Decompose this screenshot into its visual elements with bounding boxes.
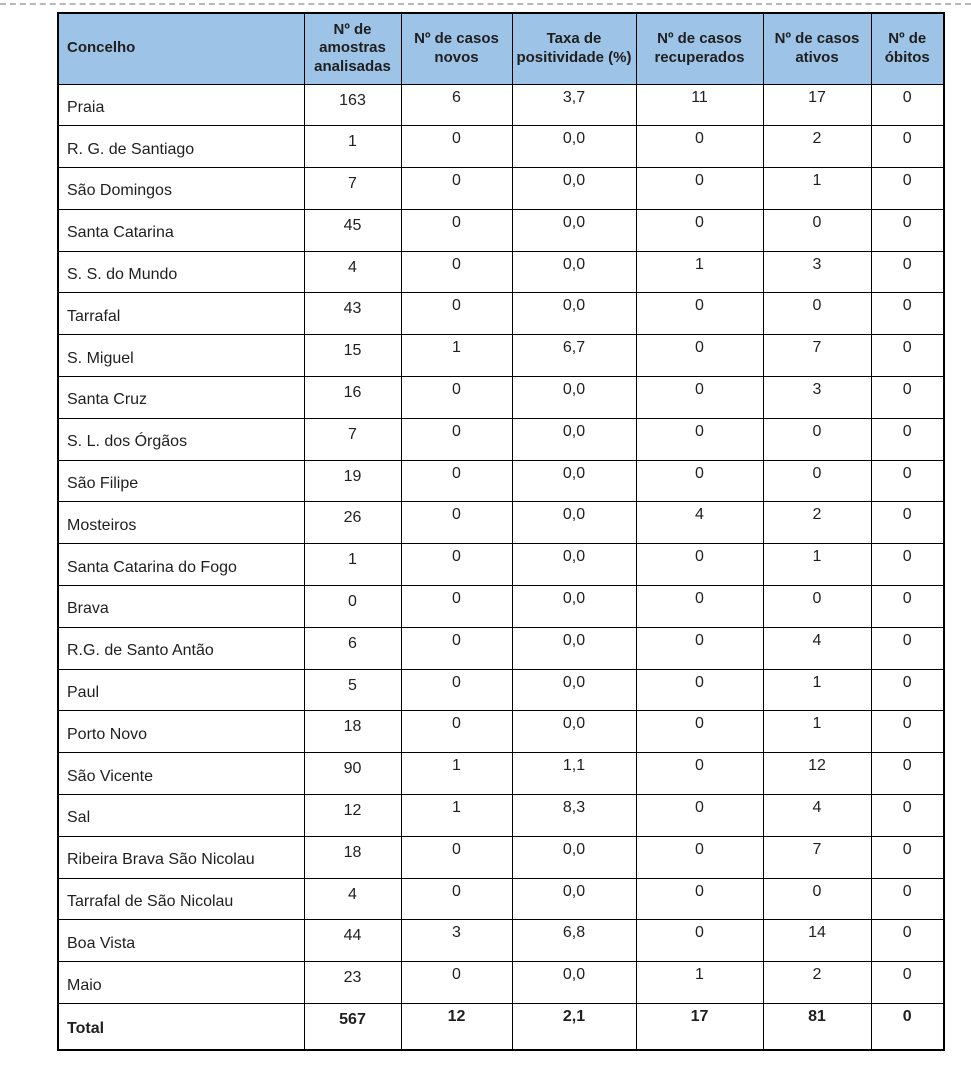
cell-casos-ativos: 0 — [763, 586, 871, 628]
cell-taxa-positividade: 1,1 — [512, 753, 636, 795]
table-row — [58, 586, 944, 628]
cell-amostras-analisadas: 6 — [304, 627, 401, 669]
cell-concelho: S. Miguel — [58, 335, 304, 377]
cell-casos-recuperados: 0 — [636, 669, 763, 711]
cell-amostras-analisadas: 16 — [304, 377, 401, 419]
table-row — [58, 544, 944, 586]
cell-casos-ativos: 12 — [763, 753, 871, 795]
cell-casos-recuperados: 0 — [636, 209, 763, 251]
cell-casos-recuperados: 1 — [636, 962, 763, 1004]
column-header-concelho: Concelho — [58, 13, 304, 84]
cell-casos-novos: 0 — [401, 586, 512, 628]
cell-casos-ativos: 14 — [763, 920, 871, 962]
cell-taxa-positividade: 0,0 — [512, 418, 636, 460]
table-row — [58, 878, 944, 920]
column-header-obitos: Nº de óbitos — [871, 13, 944, 84]
cell-obitos: 0 — [871, 920, 944, 962]
cell-taxa-positividade: 0,0 — [512, 544, 636, 586]
cell-obitos: 0 — [871, 711, 944, 753]
cell-casos-ativos: 3 — [763, 377, 871, 419]
cell-casos-novos: 0 — [401, 126, 512, 168]
cell-taxa-positividade: 8,3 — [512, 795, 636, 837]
cell-concelho: Sal — [58, 795, 304, 837]
cell-casos-recuperados: 0 — [636, 460, 763, 502]
cell-obitos: 0 — [871, 586, 944, 628]
table-row — [58, 209, 944, 251]
cell-obitos: 0 — [871, 544, 944, 586]
cell-amostras-analisadas: 18 — [304, 711, 401, 753]
cell-taxa-positividade: 0,0 — [512, 209, 636, 251]
cell-obitos: 0 — [871, 418, 944, 460]
cell-concelho: Porto Novo — [58, 711, 304, 753]
cell-obitos: 0 — [871, 84, 944, 126]
cell-casos-recuperados: 0 — [636, 878, 763, 920]
cell-taxa-positividade: 0,0 — [512, 168, 636, 210]
cell-taxa-positividade: 0,0 — [512, 293, 636, 335]
cell-amostras-analisadas: 7 — [304, 168, 401, 210]
cell-casos-recuperados: 0 — [636, 795, 763, 837]
cell-casos-novos: 0 — [401, 460, 512, 502]
column-header-amostras-analisadas: Nº de amostras analisadas — [304, 13, 401, 84]
cell-obitos: 0 — [871, 669, 944, 711]
cell-amostras-analisadas: 15 — [304, 335, 401, 377]
cell-casos-recuperados: 11 — [636, 84, 763, 126]
cell-taxa-positividade: 0,0 — [512, 627, 636, 669]
cell-taxa-positividade: 0,0 — [512, 836, 636, 878]
cell-amostras-analisadas: 4 — [304, 878, 401, 920]
cell-amostras-analisadas: 43 — [304, 293, 401, 335]
cell-concelho: Santa Catarina do Fogo — [58, 544, 304, 586]
cell-concelho: S. L. dos Órgãos — [58, 418, 304, 460]
cell-casos-novos: 0 — [401, 878, 512, 920]
cell-casos-ativos: 1 — [763, 669, 871, 711]
cell-obitos: 0 — [871, 836, 944, 878]
cell-amostras-analisadas: 163 — [304, 84, 401, 126]
cell-amostras-analisadas: 4 — [304, 251, 401, 293]
cell-casos-ativos: 3 — [763, 251, 871, 293]
cell-casos-ativos: 1 — [763, 168, 871, 210]
cell-concelho: São Filipe — [58, 460, 304, 502]
cell-concelho: Brava — [58, 586, 304, 628]
total-cell-amostras-analisadas: 567 — [304, 1004, 401, 1050]
cell-obitos: 0 — [871, 335, 944, 377]
cell-casos-recuperados: 0 — [636, 377, 763, 419]
cell-concelho: São Vicente — [58, 753, 304, 795]
cell-casos-recuperados: 0 — [636, 586, 763, 628]
total-cell-taxa-positividade: 2,1 — [512, 1004, 636, 1050]
cell-casos-ativos: 7 — [763, 335, 871, 377]
cell-casos-recuperados: 0 — [636, 293, 763, 335]
cell-casos-novos: 0 — [401, 418, 512, 460]
cell-casos-recuperados: 4 — [636, 502, 763, 544]
cell-amostras-analisadas: 19 — [304, 460, 401, 502]
cell-casos-recuperados: 0 — [636, 418, 763, 460]
table-row — [58, 627, 944, 669]
cell-amostras-analisadas: 0 — [304, 586, 401, 628]
table-row — [58, 753, 944, 795]
cell-amostras-analisadas: 12 — [304, 795, 401, 837]
table-row — [58, 920, 944, 962]
cell-concelho: Tarrafal — [58, 293, 304, 335]
cell-amostras-analisadas: 23 — [304, 962, 401, 1004]
cell-obitos: 0 — [871, 627, 944, 669]
cell-casos-ativos: 1 — [763, 711, 871, 753]
cell-obitos: 0 — [871, 377, 944, 419]
table-row — [58, 377, 944, 419]
cell-casos-ativos: 7 — [763, 836, 871, 878]
table-row — [58, 293, 944, 335]
cell-concelho: Praia — [58, 84, 304, 126]
cell-casos-ativos: 0 — [763, 293, 871, 335]
table-row — [58, 962, 944, 1004]
header-row — [58, 13, 944, 84]
cell-obitos: 0 — [871, 168, 944, 210]
cell-concelho: Santa Catarina — [58, 209, 304, 251]
table-row — [58, 168, 944, 210]
cell-casos-recuperados: 0 — [636, 711, 763, 753]
cell-obitos: 0 — [871, 502, 944, 544]
cell-obitos: 0 — [871, 126, 944, 168]
cell-concelho: Tarrafal de São Nicolau — [58, 878, 304, 920]
cell-casos-ativos: 0 — [763, 209, 871, 251]
cell-taxa-positividade: 0,0 — [512, 377, 636, 419]
cell-amostras-analisadas: 7 — [304, 418, 401, 460]
cell-casos-novos: 0 — [401, 209, 512, 251]
cell-casos-novos: 0 — [401, 293, 512, 335]
total-cell-casos-recuperados: 17 — [636, 1004, 763, 1050]
cell-casos-novos: 3 — [401, 920, 512, 962]
cell-concelho: Maio — [58, 962, 304, 1004]
cell-concelho: São Domingos — [58, 168, 304, 210]
cell-amostras-analisadas: 1 — [304, 126, 401, 168]
cell-obitos: 0 — [871, 753, 944, 795]
cell-concelho: S. S. do Mundo — [58, 251, 304, 293]
cell-casos-recuperados: 0 — [636, 753, 763, 795]
cell-casos-recuperados: 1 — [636, 251, 763, 293]
cell-taxa-positividade: 0,0 — [512, 502, 636, 544]
column-header-casos-recuperados: Nº de casos recuperados — [636, 13, 763, 84]
table-row — [58, 836, 944, 878]
cell-casos-novos: 0 — [401, 502, 512, 544]
cell-amostras-analisadas: 18 — [304, 836, 401, 878]
cell-casos-ativos: 2 — [763, 126, 871, 168]
cell-obitos: 0 — [871, 209, 944, 251]
cell-obitos: 0 — [871, 878, 944, 920]
cell-obitos: 0 — [871, 795, 944, 837]
cell-casos-ativos: 0 — [763, 460, 871, 502]
cell-casos-ativos: 17 — [763, 84, 871, 126]
table-row — [58, 418, 944, 460]
cell-concelho: Boa Vista — [58, 920, 304, 962]
total-cell-concelho: Total — [58, 1004, 304, 1050]
cell-casos-novos: 1 — [401, 753, 512, 795]
cell-taxa-positividade: 0,0 — [512, 586, 636, 628]
cell-taxa-positividade: 0,0 — [512, 878, 636, 920]
cell-amostras-analisadas: 44 — [304, 920, 401, 962]
total-row — [58, 1004, 944, 1050]
cell-concelho: Mosteiros — [58, 502, 304, 544]
cell-obitos: 0 — [871, 251, 944, 293]
cell-casos-novos: 0 — [401, 544, 512, 586]
cell-amostras-analisadas: 26 — [304, 502, 401, 544]
cell-casos-ativos: 0 — [763, 418, 871, 460]
cell-casos-novos: 0 — [401, 377, 512, 419]
cell-concelho: Paul — [58, 669, 304, 711]
cell-taxa-positividade: 6,7 — [512, 335, 636, 377]
cell-casos-novos: 0 — [401, 669, 512, 711]
cell-taxa-positividade: 0,0 — [512, 711, 636, 753]
table-row — [58, 251, 944, 293]
cell-casos-novos: 0 — [401, 836, 512, 878]
total-cell-casos-ativos: 81 — [763, 1004, 871, 1050]
page-top-dotted-line — [0, 3, 971, 5]
cell-casos-recuperados: 0 — [636, 836, 763, 878]
table-row — [58, 126, 944, 168]
cell-concelho: R. G. de Santiago — [58, 126, 304, 168]
table-row — [58, 711, 944, 753]
column-header-casos-novos: Nº de casos novos — [401, 13, 512, 84]
cell-casos-ativos: 2 — [763, 502, 871, 544]
cell-casos-recuperados: 0 — [636, 335, 763, 377]
cell-obitos: 0 — [871, 293, 944, 335]
cell-casos-novos: 0 — [401, 251, 512, 293]
cell-taxa-positividade: 0,0 — [512, 962, 636, 1004]
cell-casos-novos: 0 — [401, 962, 512, 1004]
cell-amostras-analisadas: 90 — [304, 753, 401, 795]
cell-casos-novos: 0 — [401, 627, 512, 669]
cell-concelho: Santa Cruz — [58, 377, 304, 419]
table-row — [58, 795, 944, 837]
table-row — [58, 460, 944, 502]
cell-casos-recuperados: 0 — [636, 920, 763, 962]
cell-obitos: 0 — [871, 962, 944, 1004]
cell-concelho: R.G. de Santo Antão — [58, 627, 304, 669]
cell-casos-recuperados: 0 — [636, 627, 763, 669]
cell-amostras-analisadas: 5 — [304, 669, 401, 711]
column-header-casos-ativos: Nº de casos ativos — [763, 13, 871, 84]
table-row — [58, 502, 944, 544]
cell-taxa-positividade: 0,0 — [512, 251, 636, 293]
table-row — [58, 669, 944, 711]
covid-municipality-table — [57, 12, 945, 1051]
table-header — [58, 13, 944, 84]
cell-taxa-positividade: 3,7 — [512, 84, 636, 126]
table-body — [58, 84, 944, 1050]
cell-obitos: 0 — [871, 460, 944, 502]
cell-amostras-analisadas: 45 — [304, 209, 401, 251]
cell-casos-novos: 1 — [401, 795, 512, 837]
cell-taxa-positividade: 6,8 — [512, 920, 636, 962]
cell-casos-recuperados: 0 — [636, 126, 763, 168]
column-header-taxa-positividade: Taxa de positividade (%) — [512, 13, 636, 84]
cell-casos-ativos: 1 — [763, 544, 871, 586]
total-cell-obitos: 0 — [871, 1004, 944, 1050]
cell-casos-ativos: 2 — [763, 962, 871, 1004]
cell-casos-recuperados: 0 — [636, 544, 763, 586]
total-cell-casos-novos: 12 — [401, 1004, 512, 1050]
table-row — [58, 335, 944, 377]
cell-taxa-positividade: 0,0 — [512, 669, 636, 711]
cell-taxa-positividade: 0,0 — [512, 460, 636, 502]
cell-concelho: Ribeira Brava São Nicolau — [58, 836, 304, 878]
table-row — [58, 84, 944, 126]
cell-casos-recuperados: 0 — [636, 168, 763, 210]
cell-casos-novos: 6 — [401, 84, 512, 126]
cell-casos-ativos: 0 — [763, 878, 871, 920]
cell-amostras-analisadas: 1 — [304, 544, 401, 586]
cell-casos-novos: 0 — [401, 168, 512, 210]
cell-casos-ativos: 4 — [763, 795, 871, 837]
cell-casos-novos: 0 — [401, 711, 512, 753]
cell-casos-ativos: 4 — [763, 627, 871, 669]
cell-casos-novos: 1 — [401, 335, 512, 377]
cell-taxa-positividade: 0,0 — [512, 126, 636, 168]
